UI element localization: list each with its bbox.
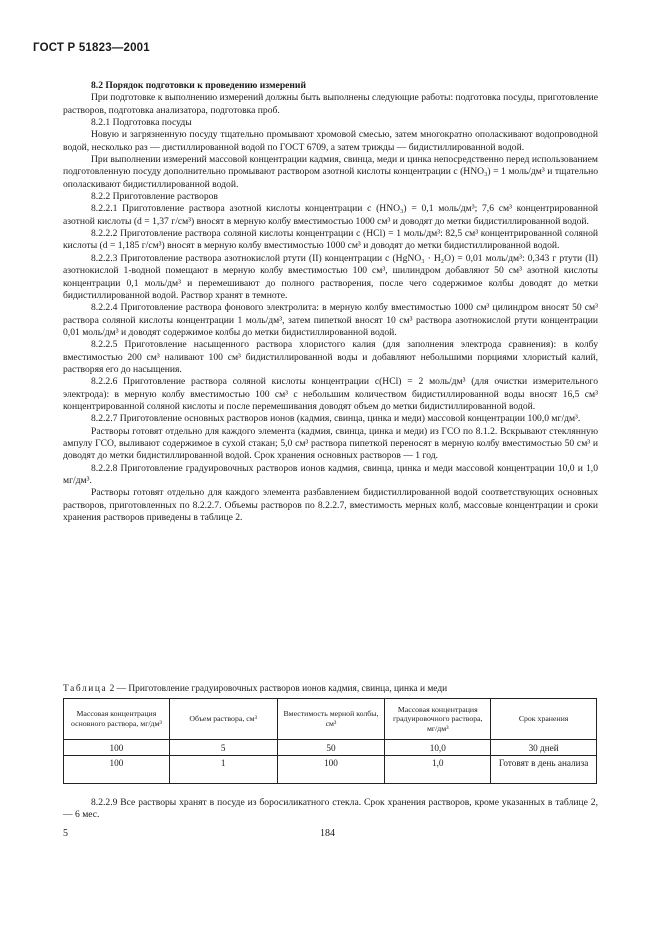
- table-cell: 30 дней: [491, 740, 597, 756]
- table-row: [64, 740, 597, 756]
- paragraph: 8.2.2.9 Все растворы хранят в посуде из боросиликатного стекла. Срок хранения растворов, кроме указанных в таблице 2, — 6 мес.: [63, 797, 598, 821]
- paragraph: Новую и загрязненную посуду тщательно промывают хромовой смесью, затем многократно ополаскивают водопроводной водой, несколько раз — дистиллированной водой по ГОСТ 6709, а затем трижды — бидистиллированной водой.: [63, 129, 598, 153]
- table-cell: 50: [277, 740, 385, 756]
- table-cell: 100: [277, 756, 385, 784]
- document-header: ГОСТ Р 51823—2001: [33, 42, 150, 54]
- paragraph: 8.2.2.2 Приготовление раствора соляной кислоты концентрации c (HCl) = 1 моль/дм³: 82,5 см³ концентрированной соляной кислоты (d = 1,185 г/см³) вносят в мерную колбу вместимостью 1000 см³ и доводят до метки бидистиллированной водой.: [63, 228, 598, 252]
- paragraph: 8.2.2.5 Приготовление насыщенного раствора хлористого калия (для заполнения электрода сравнения): в колбу вместимостью 200 см³ наливают 100 см³ бидистиллированной воды и добавляют небольшими порциями хлористый калий, растворяя его до насыщения.: [63, 339, 598, 375]
- table-header-cell: Массовая концентрация градуировочного раствора, мг/дм³: [385, 699, 491, 740]
- table-cell: Готовят в день анализа: [491, 756, 597, 784]
- table-caption-text: 2 — Приготовление градуировочных растворов ионов кадмия, свинца, цинка и меди: [109, 684, 448, 694]
- table-cell: 1: [169, 756, 277, 784]
- table-header-cell: Вместимость мерной колбы, см³: [277, 699, 385, 740]
- table-cell: 10,0: [385, 740, 491, 756]
- paragraph: 8.2.2.1 Приготовление раствора азотной кислоты концентрации c (HNO₃) = 0,1 моль/дм³; 7,6 см³ концентрированной азотной кислоты (d = 1,37 г/см³) вносят в мерную колбу вместимостью 1000 см³ и доводят до метки бидистиллированной водой.: [63, 203, 598, 227]
- table-caption-label: Таблица: [63, 684, 108, 694]
- paragraph: 8.2.2.7 Приготовление основных растворов ионов (кадмия, свинца, цинка и меди) массовой концентрации 100,0 мг/дм³.: [91, 413, 581, 425]
- page-number-left: 5: [63, 828, 68, 839]
- table-header-cell: Массовая концентрация основного раствора, мг/дм³: [64, 699, 170, 740]
- calibration-table: [63, 698, 597, 784]
- paragraph: При подготовке к выполнению измерений должны быть выполнены следующие работы: подготовка посуды, приготовление растворов, подготовка анализатора, подготовка проб.: [63, 92, 598, 116]
- table-cell: 100: [64, 756, 170, 784]
- table-cell: 100: [64, 740, 170, 756]
- table-header-row: [64, 699, 597, 740]
- paragraph: При выполнении измерений массовой концентрации кадмия, свинца, меди и цинка непосредственно перед использованием подготовленную посуду дополнительно промывают раствором азотной кислоты концентрации c (HNO₃) = 1 моль/дм³ и тщательно ополаскивают бидистиллированной водой.: [63, 154, 598, 190]
- main-text: [63, 80, 598, 524]
- page-number-center: 184: [320, 828, 335, 839]
- paragraph: 8.2.2.6 Приготовление раствора соляной кислоты концентрации c(HCl) = 2 моль/дм³ (для очистки измерительного электрода): в мерную колбу вместимостью 100 см³ с небольшим количеством бидистиллированной воды вносят 16,5 см³ концентрированной соляной кислоты и после перемешивания доводят объем до метки бидистиллированной водой.: [63, 376, 598, 412]
- table-cell: 5: [169, 740, 277, 756]
- subsection-title: 8.2.1 Подготовка посуды: [91, 117, 192, 129]
- table-row: [64, 756, 597, 784]
- paragraph: 8.2.2.8 Приготовление градуировочных растворов ионов кадмия, свинца, цинка и меди массовой концентрации 10,0 и 1,0 мг/дм³.: [63, 462, 598, 486]
- table-cell: 1,0: [385, 756, 491, 784]
- paragraph: Растворы готовят отдельно для каждого элемента (кадмия, свинца, цинка и меди) из ГСО по 8.1.2. Вскрывают стеклянную ампулу ГСО, выливают содержимое в сухой стакан; 5,0 см³ раствора пипеткой переносят в мерную колбу вместимостью 50 см³ и доводят до метки бидистиллированной водой. Срок хранения основных растворов — 1 год.: [63, 425, 598, 462]
- subsection-title: 8.2.2 Приготовление растворов: [91, 191, 218, 203]
- section-title: 8.2 Порядок подготовки к проведению измерений: [91, 80, 306, 91]
- paragraph: Растворы готовят отдельно для каждого элемента разбавлением бидистиллированной водой соответствующих основных растворов, приготовленных по 8.2.2.7. Объемы растворов по 8.2.2.7, вместимость мерных колб, массовые концентрации и сроки хранения растворов приведены в таблице 2.: [63, 487, 598, 524]
- final-text: [63, 797, 598, 822]
- paragraph: 8.2.2.3 Приготовление раствора азотнокислой ртути (II) концентрации c (HgNO₃ · H₂O) = 0,01 моль/дм³: 0,343 г ртути (II) азотнокислой 1-водной помещают в мерную колбу вместимостью 100 см³, шилиндром добавляют 50 см³ азотной кислоты концентрации 0,1 моль/дм³ и перемешивают до полного растворения, после чего содержимое колбы доводят до метки бидистиллированной водой. Раствор хранят в темноте.: [63, 252, 598, 301]
- paragraph: 8.2.2.4 Приготовление раствора фонового электролита: в мерную колбу вместимостью 1000 см³ цилиндром вносят 50 см³ раствора соляной кислоты концентрации 1 моль/дм³, затем пипеткой вносят 10 см³ раствора азотнокислой ртути концентрации 0,01 моль/дм³ и доводят содержимое колбы до метки бидистиллированной водой.: [63, 302, 598, 338]
- table-header-cell: Объем раствора, см³: [169, 699, 277, 740]
- table-header-cell: Срок хранения: [491, 699, 597, 740]
- table-caption: [63, 683, 603, 695]
